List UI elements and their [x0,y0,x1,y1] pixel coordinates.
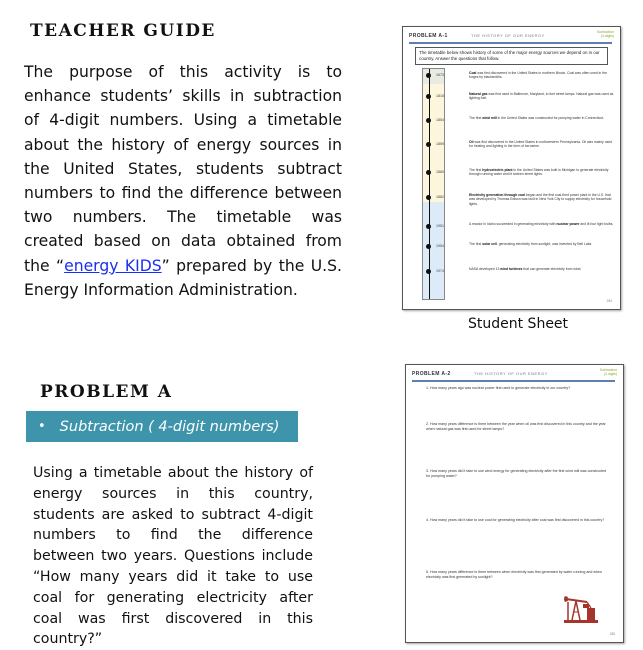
sheet-topic-label: THE HISTORY OF OUR ENERGY [471,33,545,38]
header-rule [409,42,612,44]
teacher-guide-text-2: ” prepared by the U.S. Energy Information Administration. [24,256,342,299]
header-rule [412,380,615,382]
sheet-topic-label: THE HISTORY OF OUR ENERGY [474,371,548,376]
teacher-guide-body [24,60,342,302]
page-number: 284 [606,299,612,303]
problem-a-body: Using a timetable about the history of energy sources in this country, students are asked to subtract 4-digit numbers to find the difference between two years. Questions include “How many years did it take to use coal for generating electricity after coal was first discovered in this country?” [33,465,313,648]
oil-pumpjack-icon [563,590,599,624]
student-sheet-caption: Student Sheet [468,316,569,332]
sheet-subject-label: Subtraction (4-digits) [596,30,614,38]
sheet-instructions: The timetable below shows history of some of the major energy sources we depend on in our country. Answer the questions that follow. [415,47,608,65]
timeline-event: 1951 A reactor in Idaho succeeded in generating electricity with nuclear power and lit four light bulbs. [422,222,622,232]
sheet-problem-label: PROBLEM A-2 [412,371,451,377]
problem-a-topic-band [26,411,298,442]
question-item: 1. How many years ago was nuclear power first used to generate electricity in our country? [426,386,571,390]
page-number: 285 [609,632,615,636]
sheet-header [412,370,617,382]
timeline-event: 1954 The first solar cell, generating electricity from sunlight, was invented by Bell Labs [422,242,622,252]
energy-kids-link[interactable]: energy KIDS [64,256,162,275]
question-sheet-thumbnail [405,364,624,643]
timeline-event: 1859 Oil was first discovered in the United States in northwestern Pennsylvania. Oil was mainly used for heating and lighting in the form of kerosene. [422,140,622,150]
timeline-dot-icon [426,269,431,274]
timeline-dot-icon [426,244,431,249]
timeline-dot-icon [426,170,431,175]
question-item: 5. How many years difference is there between when electricity was first generated by water running and when electricity was first generated by sunlight? [426,570,602,579]
teacher-guide-title: TEACHER GUIDE [30,21,216,41]
timeline-event: 1974 NASA developed 13 wind turbines that can generate electricity from wind. [422,267,622,277]
timeline-event: 1673 Coal was first discovered in the United States in northern Illinois. Coal was often used in the forges by blacksmiths. [422,71,622,81]
teacher-guide-text-1: The purpose of this activity is to enhance students’ skills in subtraction of 4-digit numbers. Using a timetable about the history of energy sources in the United States, students subtract numbers to find the difference between two numbers. The timetable was created based on data obtained from the “ [24,63,342,275]
timeline-dot-icon [426,94,431,99]
question-item: 3. How many years did it take to use wind energy for generating electricity after the first wind mill was constructed for pumping water? [426,469,607,478]
timeline-dot-icon [426,224,431,229]
bullet-icon: • [38,419,46,434]
student-sheet-thumbnail [402,26,621,310]
timeline-dot-icon [426,118,431,123]
timeline-line [429,69,430,299]
timeline-event: 1816 Natural gas was first used in Baltimore, Maryland, to fuel street lamps. Natural gas was used as lighting fuel. [422,92,622,102]
timeline-event: 1882 Electricity generation through coal began and the first coal-fired power plant in the U.S. that was developed by Thomas Edison was built in New York City to supply electricity for household lights. [422,193,622,203]
question-item: 2. How many years difference is there between the year when oil was first discovered in this country and the year when natural gas was first used for street lamps? [426,422,606,431]
sheet-subject-label: Subtraction (4 digits) [599,368,617,376]
question-item: 4. How many years did it take to use coal for generating electricity after coal was first discovered in this country? [426,518,605,522]
sheet-problem-label: PROBLEM A-1 [409,33,448,39]
timeline-dot-icon [426,195,431,200]
timeline-dot-icon [426,142,431,147]
timeline-event: 1854 The first wind mill in the United States was constructed for pumping water in Connecticut. [422,116,622,126]
sheet-header [409,32,614,44]
problem-a-topic-label: Subtraction ( 4-digit numbers) [59,418,280,435]
timeline-bar [422,68,445,300]
problem-a-title: PROBLEM A [40,382,173,402]
timeline-event: 1880 The first hydroelectric plant in the United States was built in Michigan to generate electricity through running water and lit sixteen street lights. [422,168,622,178]
timeline-dot-icon [426,73,431,78]
